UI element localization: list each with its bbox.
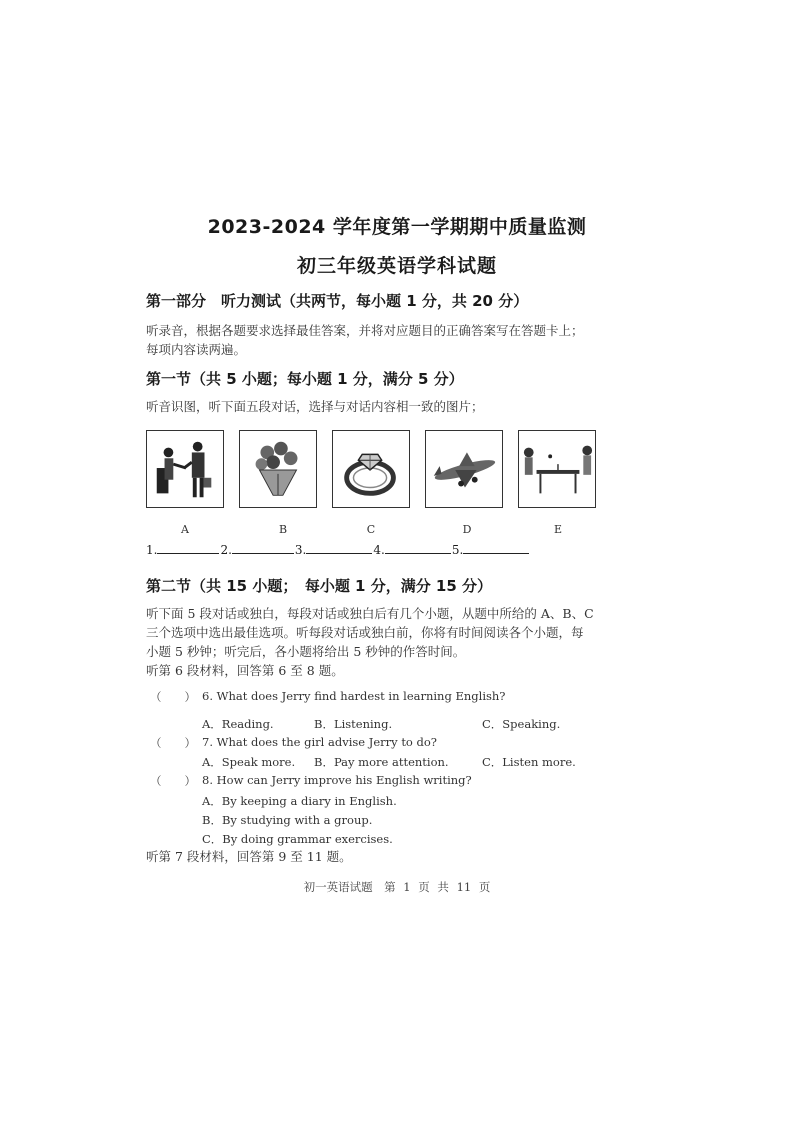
ping-pong-icon: [518, 430, 596, 508]
question-8-text: 8. How can Jerry improve his English writing?: [202, 773, 472, 787]
page-footer: 初一英语试题 第 1 页 共 11 页: [303, 880, 491, 894]
question-6-option-b: B．Listening.: [314, 717, 393, 731]
blank-number-2: 2.: [220, 543, 232, 557]
answer-paren-8[interactable]: （ ）: [150, 774, 196, 788]
part1-instruction-line2: 每项内容读两遍。: [146, 342, 247, 357]
part1-heading: 第一部分 听力测试（共两节，每小题 1 分，共 20 分）: [146, 292, 529, 310]
blank-number-1: 1.: [146, 543, 158, 557]
diamond-ring-icon: [332, 430, 410, 508]
question-6-option-a: A．Reading.: [202, 717, 274, 731]
question-7-option-a: A．Speak more.: [202, 755, 296, 769]
section1-instruction: 听音识图，听下面五段对话，选择与对话内容相一致的图片；: [146, 399, 484, 414]
handshake-icon: [146, 430, 224, 508]
blank-number-4: 4.: [373, 543, 385, 557]
question-8-option-b: B．By studying with a group.: [202, 813, 373, 827]
picture-label-e: E: [553, 523, 563, 536]
airplane-icon: [425, 430, 503, 508]
material-7-note: 听第 7 段材料，回答第 9 至 11 题。: [146, 849, 352, 864]
picture-label-c: C: [366, 523, 376, 536]
answer-blank-3[interactable]: [306, 541, 372, 554]
exam-title: 2023-2024 学年度第一学期期中质量监测: [207, 216, 587, 238]
question-7-option-c: C．Listen more.: [482, 755, 576, 769]
material-6-note: 听第 6 段材料，回答第 6 至 8 题。: [146, 663, 344, 678]
part1-instruction: [146, 321, 666, 359]
blank-number-5: 5.: [451, 543, 464, 557]
picture-row: [146, 430, 606, 510]
part1-instruction-line1: 听录音，根据各题要求选择最佳答案，并将对应题目的正确答案写在答题卡上；: [146, 323, 584, 338]
section2-instruction-line1: 听下面 5 段对话或独白，每段对话或独白后有几个小题，从题中所给的 A、B、C: [146, 606, 594, 621]
answer-blank-4[interactable]: [385, 541, 451, 554]
exam-subtitle: 初三年级英语学科试题: [296, 255, 497, 277]
answer-blank-1[interactable]: [157, 541, 219, 554]
answer-paren-7[interactable]: （ ）: [150, 736, 196, 750]
blank-number-3: 3.: [294, 543, 307, 557]
picture-label-a: A: [181, 523, 189, 536]
section2-heading: 第二节（共 15 小题； 每小题 1 分，满分 15 分）: [146, 577, 493, 595]
section2-instruction-line2: 三个选项中选出最佳选项。听每段对话或独白前，你将有时间阅读各个小题，每: [146, 625, 584, 640]
question-6-option-c: C．Speaking.: [482, 717, 561, 731]
answer-blank-5[interactable]: [463, 541, 529, 554]
section2-instruction-line3: 小题 5 秒钟；听完后，各小题将给出 5 秒钟的作答时间。: [146, 644, 466, 659]
question-8-option-a: A．By keeping a diary in English.: [202, 794, 397, 808]
question-6-text: 6. What does Jerry find hardest in learning English?: [202, 689, 506, 703]
answer-blank-2[interactable]: [232, 541, 294, 554]
question-8-option-c: C．By doing grammar exercises.: [202, 832, 393, 846]
flower-bouquet-icon: [239, 430, 317, 508]
question-7-text: 7. What does the girl advise Jerry to do?: [202, 735, 437, 749]
picture-label-d: D: [462, 523, 472, 536]
section1-heading: 第一节（共 5 小题；每小题 1 分，满分 5 分）: [146, 370, 464, 388]
section2-instruction: [146, 604, 666, 680]
picture-label-b: B: [278, 523, 288, 536]
answer-blanks: [146, 541, 530, 557]
answer-paren-6[interactable]: （ ）: [150, 690, 196, 704]
question-7-option-b: B．Pay more attention.: [314, 755, 449, 769]
